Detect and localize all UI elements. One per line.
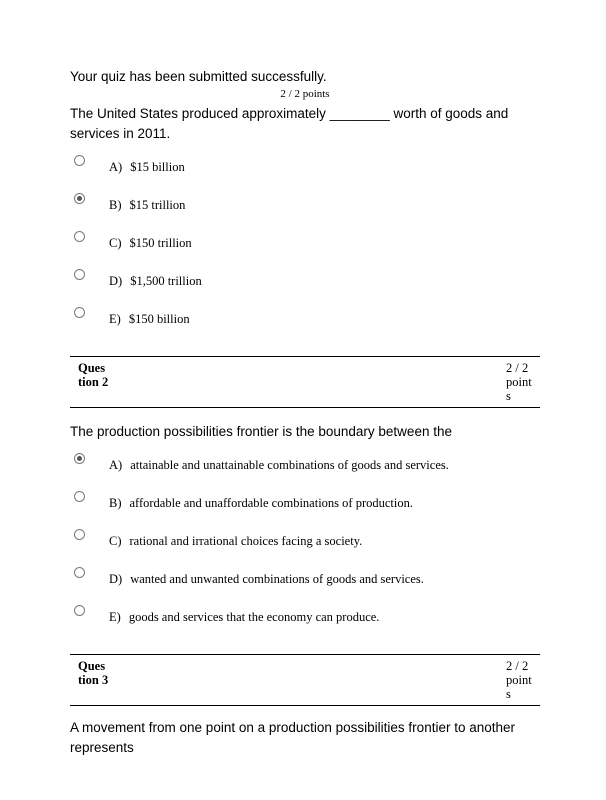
radio-icon[interactable] [74, 193, 85, 204]
choice-letter: E) [109, 312, 121, 326]
choice-letter: A) [109, 160, 123, 174]
radio-icon[interactable] [74, 453, 85, 464]
choice-letter: D) [109, 572, 123, 586]
radio-icon[interactable] [74, 529, 85, 540]
radio-icon[interactable] [74, 231, 85, 242]
choice-letter: B) [109, 496, 122, 510]
radio-icon[interactable] [74, 491, 85, 502]
choice-text: $1,500 trillion [130, 274, 202, 288]
choice-option[interactable] [70, 602, 540, 640]
choice-option[interactable] [70, 190, 540, 228]
choice-option[interactable] [70, 526, 540, 564]
quiz-content [70, 68, 540, 758]
choice-text: affordable and unaffordable combinations of production. [129, 496, 413, 510]
choice-text: $150 billion [128, 312, 190, 326]
question-2-label [78, 361, 118, 389]
question-1-points: 2 / 2 points [280, 88, 330, 100]
radio-icon[interactable] [74, 567, 85, 578]
question-2-points-line3: s [506, 389, 511, 403]
radio-icon[interactable] [74, 269, 85, 280]
question-3-points-line2: point [506, 673, 532, 687]
question-3-points-line1: 2 / 2 [506, 659, 529, 673]
choice-text: attainable and unattainable combinations of goods and services. [130, 458, 449, 472]
choice-letter: B) [109, 198, 122, 212]
choice-text: $15 billion [130, 160, 185, 174]
question-2-stem: The production possibilities frontier is the boundary between the [70, 424, 452, 439]
question-2-label-line2: tion 2 [78, 375, 109, 389]
choice-option[interactable] [70, 450, 540, 488]
question-2-points-line1: 2 / 2 [506, 361, 529, 375]
choice-option[interactable] [70, 228, 540, 266]
choice-option[interactable] [70, 266, 540, 304]
question-1-choices [70, 152, 540, 342]
question-1-stem: The United States produced approximately ________ worth of goods and services in 2011. [70, 106, 509, 141]
question-3-label [78, 659, 118, 687]
choice-letter: C) [109, 236, 122, 250]
question-2-label-line1: Ques [78, 361, 106, 375]
choice-letter: E) [109, 610, 121, 624]
choice-letter: C) [109, 534, 122, 548]
choice-text: $150 trillion [129, 236, 192, 250]
choice-text: goods and services that the economy can produce. [128, 610, 380, 624]
question-2-points [506, 361, 540, 403]
choice-text: wanted and unwanted combinations of goods and services. [130, 572, 424, 586]
choice-letter: A) [109, 458, 123, 472]
question-3-header [70, 654, 540, 706]
choice-option[interactable] [70, 152, 540, 190]
question-3-points-line3: s [506, 687, 511, 701]
choice-text: rational and irrational choices facing a society. [129, 534, 363, 548]
choice-letter: D) [109, 274, 123, 288]
choice-option[interactable] [70, 304, 540, 342]
submission-message: Your quiz has been submitted successfully. [70, 69, 327, 84]
question-2-choices [70, 450, 540, 640]
question-3-label-line2: tion 3 [78, 673, 109, 687]
question-2-points-line2: point [506, 375, 532, 389]
question-2-header [70, 356, 540, 408]
choice-option[interactable] [70, 488, 540, 526]
question-3-points [506, 659, 540, 701]
choice-text: $15 trillion [129, 198, 186, 212]
radio-icon[interactable] [74, 605, 85, 616]
question-3-stem: A movement from one point on a production possibilities frontier to another represents [70, 720, 515, 755]
question-3-label-line1: Ques [78, 659, 106, 673]
radio-icon[interactable] [74, 307, 85, 318]
radio-icon[interactable] [74, 155, 85, 166]
choice-option[interactable] [70, 564, 540, 602]
